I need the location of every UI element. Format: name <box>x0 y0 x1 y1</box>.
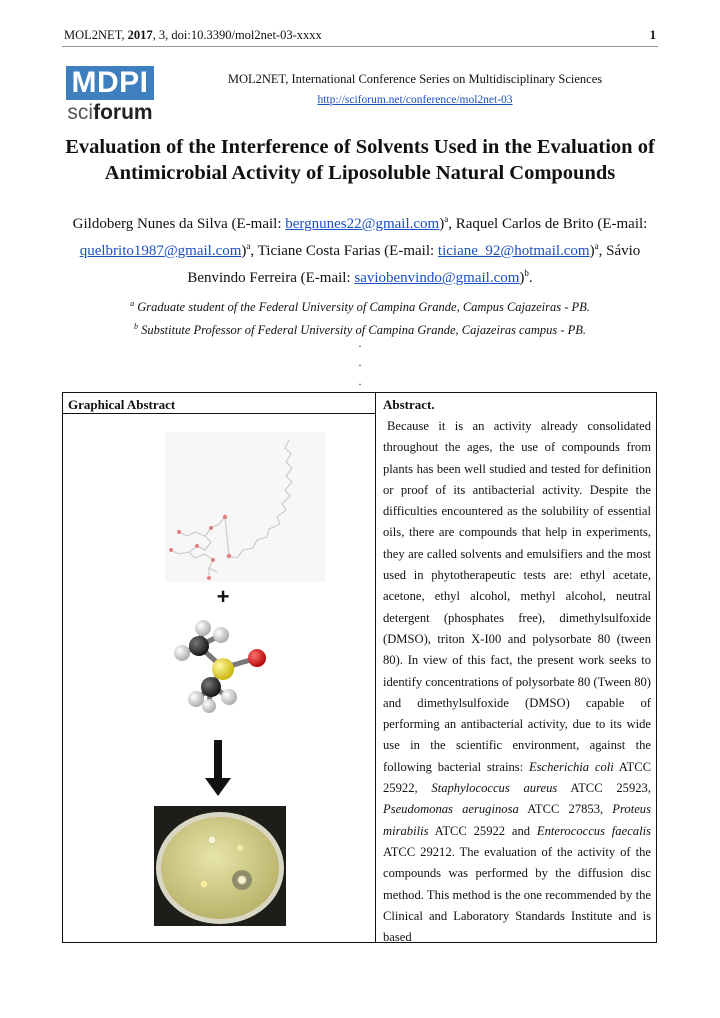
graphical-abstract-label: Graphical Abstract <box>68 397 176 412</box>
author-list <box>62 208 658 289</box>
abstract-label: Abstract. <box>383 397 435 412</box>
dot: . <box>358 336 362 350</box>
author-2-close: ) <box>241 243 247 259</box>
hydrogen-atom <box>202 699 216 713</box>
species-name: Staphylococcus aureus <box>431 781 558 796</box>
affiliation-a-sup: a <box>130 299 135 308</box>
sulfur-atom <box>212 658 234 680</box>
table-column-divider <box>375 392 376 943</box>
author-4-sup: b <box>524 268 529 278</box>
abstract-body <box>383 416 651 948</box>
author-3-sup: a <box>594 241 599 251</box>
affiliation-a-text: Graduate student of the Federal University of Campina Grande, Campus Cajazeiras - PB. <box>134 300 590 315</box>
journal-year: 2017 <box>127 28 153 42</box>
petri-dish-photo <box>154 806 286 926</box>
species-name: Escherichia coli <box>528 759 614 774</box>
plus-sign: + <box>216 584 230 609</box>
sciforum-logo-text <box>66 100 154 126</box>
mdpi-logo-text: MDPI <box>66 66 154 100</box>
abstract-text: ATCC 29212. The evaluation of the activity of the compounds was performed by the diffusion disc method. This method is the one recommended by the Clinical and Laboratory Standards Institute and is based <box>383 844 651 945</box>
author-1-email-link[interactable]: bergnunes22@gmail.com <box>285 216 440 232</box>
species-name: Enterococcus faecalis <box>536 823 651 838</box>
header-rule <box>62 46 658 47</box>
journal-name: MOL2NET, <box>64 28 128 42</box>
abstract-text: ATCC 25923, <box>557 781 651 796</box>
paper-title: Evaluation of the Interference of Solvents Used in the Evaluation of Antimicrobial Activity of Liposoluble Natural Compounds <box>65 136 655 184</box>
structure-background <box>165 432 325 582</box>
affiliation-b-sup: b <box>133 322 138 332</box>
running-header <box>64 28 656 43</box>
series-url-link[interactable]: http://sciforum.net/conference/mol2net-03 <box>317 94 513 106</box>
author-3-close: ) <box>589 243 595 259</box>
affiliation-a <box>62 294 658 317</box>
author-2-email-link[interactable]: quelbrito1987@gmail.com <box>79 243 242 259</box>
author-1-name: Gildoberg Nunes da Silva (E-mail: <box>72 216 286 232</box>
hydrogen-atom <box>195 620 211 636</box>
page-number: 1 <box>649 28 656 42</box>
hydrogen-atom <box>174 645 190 661</box>
author-2-sup: a <box>246 241 251 251</box>
series-name: MOL2NET, International Conference Series on Multidisciplinary Sciences <box>227 72 603 86</box>
arrow-down-icon <box>203 740 233 798</box>
abstract-text: ATCC 27853, <box>518 802 613 817</box>
dot: . <box>358 355 362 369</box>
abstract-text: ATCC 25922 and <box>428 823 537 838</box>
author-4-close: ) <box>519 270 525 286</box>
author-3-name: , Ticiane Costa Farias (E-mail: <box>250 243 438 259</box>
carbon-atom <box>189 636 209 656</box>
conference-series <box>170 69 660 110</box>
antibiotic-disc <box>200 880 208 888</box>
antibiotic-disc <box>208 836 216 844</box>
carbon-atom <box>201 677 221 697</box>
separator-dots <box>356 334 364 391</box>
affiliation-b-text: Substitute Professor of Federal University of Campina Grande, Cajazeiras campus - PB. <box>137 323 587 338</box>
agar-surface <box>161 817 279 919</box>
polysorbate-structure-image <box>165 432 325 582</box>
dot: . <box>358 374 362 388</box>
sciforum-bold: forum <box>93 101 153 124</box>
author-1-sup: a <box>444 214 449 224</box>
author-2-name: , Raquel Carlos de Brito (E-mail: <box>448 216 648 232</box>
species-name: Proteus mirabilis <box>383 802 651 838</box>
dmso-molecule-image <box>165 614 275 714</box>
author-4-email-link[interactable]: saviobenvindo@gmail.com <box>354 270 520 286</box>
author-list-end: . <box>528 270 533 286</box>
graphical-abstract-header-rule <box>62 413 375 414</box>
author-3-email-link[interactable]: ticiane_92@hotmail.com <box>437 243 590 259</box>
mdpi-sciforum-logo <box>66 66 154 130</box>
hydrogen-atom <box>188 691 204 707</box>
hydrogen-atom <box>213 627 229 643</box>
antibiotic-disc <box>238 876 246 884</box>
sciforum-light: sci <box>67 101 94 124</box>
species-name: Pseudomonas aeruginosa <box>383 802 519 817</box>
hydrogen-atom <box>221 689 237 705</box>
author-1-close: ) <box>439 216 445 232</box>
journal-doi: , 3, doi:10.3390/mol2net-03-xxxx <box>152 28 322 42</box>
oxygen-atom <box>248 649 266 667</box>
author-4-name: , Sávio Benvindo Ferreira (E-mail: <box>187 243 641 286</box>
antibiotic-disc <box>236 844 244 852</box>
abstract-text: ATCC 25922, <box>383 759 651 796</box>
abstract-text: Because it is an activity already consolidated throughout the ages, the use of compounds from plants has been well studied and tested for definition or proof of its antibacterial activity. Despite the difficulties encountered as the solubility of essential oils, there are compounds that help in experiments, they are called solvents and emulsifiers and the most used in phytotherapeutic tests are: ethyl acetate, acetone, ethyl alcohol, methyl alcohol, neutral detergent (phosphates free), dimethylsulfoxide (DMSO), triton X-I00 and polysorbate 80 (tween 80). In view of this fact, the present work seeks to identify concentrations of polysorbate 80 (Tween 80) and dimethylsulfoxide (DMSO) capable of performing an antibacterial activity, due to its wide use in the scientific environment, against the following bacterial strains: <box>383 419 651 774</box>
